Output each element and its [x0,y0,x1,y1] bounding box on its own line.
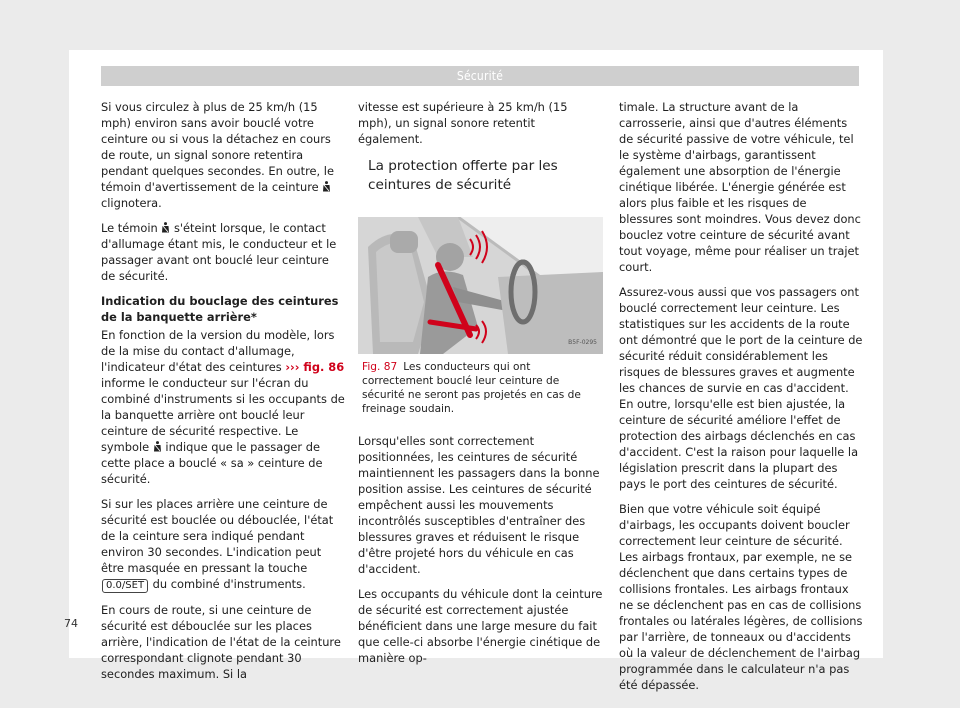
figure-caption: Fig. 87 Les conducteurs qui ont correctement bouclé leur ceinture de sécurité ne seront pas projetés en cas de freinage soudain. [362,361,581,415]
paragraph: timale. La structure avant de la carrosserie, ainsi que d'autres éléments de sécurité passive de votre véhicule, tel le système d'airbags, garantissent également une absorption de l'énergie cinétique libérée. L'énergie générée est alors plus faible et les risques de blessures sont moindres. Vous devez donc bouclez votre ceinture de sécurité avant tout voyage, même pour réaliser un trajet court. [619,100,861,274]
paragraph: Assurez-vous aussi que vos passagers ont bouclé correctement leur ceinture. Les statistiques sur les accidents de la route ont démontré que le port de la ceinture de sécurité réduit considérablement les risques de blessures graves et augmente les chances de survie en cas d'accident. En outre, lorsqu'elle est bien ajustée, la ceinture de sécurité améliore l'effet de protection des airbags déclenchés en cas d'accident. C'est la raison pour laquelle la législation prescrit dans la plupart des pays le port des ceintures de sécurité. [619,285,863,491]
figure-link[interactable]: ››› fig. 86 [285,360,345,374]
figure-code: B5F-0295 [568,339,597,346]
paragraph: Si vous circulez à plus de 25 km/h (15 mph) environ sans avoir bouclé votre ceinture ou si vous la détachez en cours de route, un signal sonore retentira pendant quelques secondes. En outre, le témoin d'avertissement de la ceinture clignotera. [101,100,334,210]
key-button-label: 0.0/SET [102,579,148,593]
paragraph: Lorsqu'elles sont correctement positionnées, les ceintures de sécurité maintiennent les passagers dans la bonne position assise. Les ceintures de sécurité empêchent aussi les mouvements incontrôlés susceptibles d'entraîner des blessures graves et réduisent le risque d'être projeté hors du véhicule en cas d'accident. [358,434,600,576]
subheading: Indication du bouclage des ceintures de la banquette arrière* [101,294,339,324]
column-1 [101,99,346,691]
figure-87 [358,217,603,354]
illustration-driver-seatbelt [358,217,603,354]
seatbelt-icon [153,441,162,452]
section-title: La protection offerte par les ceintures de sécurité [368,158,558,193]
column-2 [358,99,603,675]
header-title: Sécurité [456,69,504,83]
paragraph: Le témoin s'éteint lorsque, le contact d'allumage étant mis, le conducteur et le passager avant ont bouclé leur ceinture de sécurité. [101,221,337,283]
seatbelt-icon [322,181,331,192]
seatbelt-icon [161,222,170,233]
paragraph: En fonction de la version du modèle, lors de la mise du contact d'allumage, l'indicateur d'état des ceintures ››› fig. 86 informe le conducteur sur l'écran du combiné d'instruments si les occupants de la banquette arrière ont bouclé leur ceinture de sécurité respective. Le symbole indique que le passager de cette place a bouclé « sa » ceinture de sécurité. [101,328,345,486]
paragraph: vitesse est supérieure à 25 km/h (15 mph), un signal sonore retentit également. [358,100,568,146]
paragraph: Bien que votre véhicule soit équipé d'airbags, les occupants doivent boucler correctement leur ceinture de sécurité. Les airbags frontaux, par exemple, ne se déclenchent que dans certains types de collisions frontales. Les airbags frontaux ne se déclenchent pas en cas de collisions frontales ou latérales légères, de collisions par l'arrière, de tonneaux ou d'accidents où la valeur de déclenchement de l'airbag programmée dans le calculateur n'a pas été dépassée. [619,502,863,692]
page-header [101,66,859,86]
paragraph: En cours de route, si une ceinture de sécurité est débouclée sur les places arrière, l'indication de l'état de la ceinture correspondant clignote pendant 30 secondes maximum. Si la [101,603,341,681]
page-number: 74 [64,617,78,630]
paragraph: Les occupants du véhicule dont la ceinture de sécurité est correctement ajustée bénéficient dans une large mesure du fait que celle-ci absorbe l'énergie cinétique de manière op- [358,587,603,665]
figure-label: Fig. 87 [362,361,398,373]
paragraph: Si sur les places arrière une ceinture de sécurité est bouclée ou débouclée, l'état de la ceinture sera indiqué pendant environ 30 secondes. L'indication peut être masquée en pressant la touche 0.0/SET du combiné d'instruments. [101,497,334,591]
column-3 [619,99,864,702]
